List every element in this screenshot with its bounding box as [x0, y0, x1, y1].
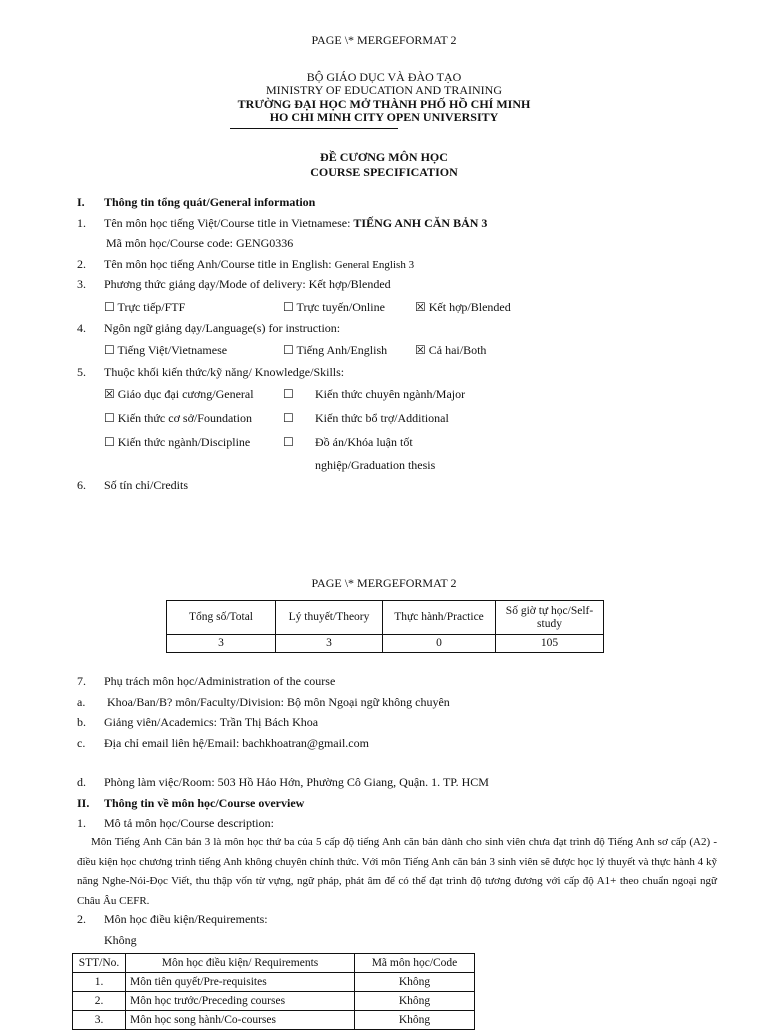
item-4-num: 4. — [77, 321, 86, 335]
knowledge-additional-label: Kiến thức bổ trợ/Additional — [315, 411, 449, 425]
lang-vietnamese-checkbox[interactable]: ☐ Tiếng Việt/Vietnamese — [104, 343, 228, 357]
doc-title-en: COURSE SPECIFICATION — [310, 165, 458, 179]
item-2-num: 2. — [77, 257, 86, 271]
credits-table-header — [167, 601, 604, 635]
item-5-label: Thuộc khối kiến thức/kỹ năng/ Knowledge/Skills: — [104, 365, 345, 379]
section-2-title: Thông tin về môn học/Course overview — [104, 796, 305, 810]
page-header: PAGE \* MERGEFORMAT 2 — [311, 33, 457, 47]
table-row — [73, 1011, 475, 1030]
faculty-info: Khoa/Ban/B? môn/Faculty/Division: Bộ môn Ngoại ngữ không chuyên — [107, 695, 450, 709]
university-vn: TRƯỜNG ĐẠI HỌC MỞ THÀNH PHỐ HỒ CHÍ MINH — [237, 97, 531, 111]
knowledge-additional-checkbox[interactable]: ☐ — [283, 411, 294, 425]
req-row-no: 1. — [73, 973, 126, 992]
credits-header-theory: Lý thuyết/Theory — [276, 601, 383, 635]
ministry-en: MINISTRY OF EDUCATION AND TRAINING — [265, 83, 502, 97]
header-divider — [230, 128, 398, 129]
credits-theory: 3 — [276, 635, 383, 653]
section-1-title: Thông tin tổng quát/General information — [104, 195, 316, 209]
course-description: Môn Tiếng Anh Căn bản 3 là môn học thứ ba của 5 cấp độ tiếng Anh căn bản dành cho sinh viên chưa đạt trình độ Tiếng Anh sơ cấp (A2) - điều kiện học chương trình tiếng Anh không chuyên chính thức. Với môn Tiếng Anh căn bản 3 sinh viên sẽ được học lý thuyết và thực hành 4 kỹ năng Nghe-Nói-Đọc Viết, thu thập vốn từ vựng, ngữ pháp, phát âm để có thể đạt trình độ tương đương với cấp độ A1+ theo chuẩn ngoại ngữ Châu Âu CEFR. — [77, 836, 717, 907]
item-2-2-label: Môn học điều kiện/Requirements: — [104, 912, 268, 926]
section-2-num: II. — [77, 796, 90, 810]
requirements-table — [72, 953, 475, 1030]
credits-table — [166, 600, 604, 653]
delivery-ftf-checkbox[interactable]: ☐ Trực tiếp/FTF — [104, 300, 186, 314]
credits-table-row — [167, 635, 604, 653]
item-7b-num: b. — [77, 715, 86, 729]
delivery-online-checkbox[interactable]: ☐ Trực tuyến/Online — [283, 300, 385, 314]
knowledge-foundation-checkbox[interactable]: ☐ Kiến thức cơ sở/Foundation — [104, 411, 252, 425]
item-4-label: Ngôn ngữ giảng dạy/Language(s) for instruction: — [104, 321, 341, 335]
item-5-num: 5. — [77, 365, 86, 379]
item-6-num: 6. — [77, 478, 86, 492]
req-row-no: 3. — [73, 1011, 126, 1030]
knowledge-thesis-label-2: nghiệp/Graduation thesis — [315, 458, 436, 472]
table-row — [73, 973, 475, 992]
item-2-1-num: 1. — [77, 816, 86, 830]
credits-total: 3 — [167, 635, 276, 653]
item-7-num: 7. — [77, 674, 86, 688]
req-header-name: Môn học điều kiện/ Requirements — [126, 954, 355, 973]
req-header-no: STT/No. — [73, 954, 126, 973]
credits-header-selfstudy: Số giờ tự học/Self-study — [496, 601, 604, 635]
credits-practice: 0 — [383, 635, 496, 653]
req-row-name: Môn học trước/Preceding courses — [126, 992, 355, 1011]
knowledge-thesis-label: Đồ án/Khóa luận tốt — [315, 435, 413, 449]
credits-header-practice: Thực hành/Practice — [383, 601, 496, 635]
doc-title-vn: ĐỀ CƯƠNG MÔN HỌC — [320, 150, 448, 164]
item-7d-num: d. — [77, 775, 86, 789]
course-title-vn: TIẾNG ANH CĂN BẢN 3 — [353, 216, 488, 230]
item-3-label: Phương thức giảng dạy/Mode of delivery: Kết hợp/Blended — [104, 277, 391, 291]
item-2-1-label: Mô tả môn học/Course description: — [104, 816, 274, 830]
req-row-code: Không — [355, 973, 475, 992]
item-3-num: 3. — [77, 277, 86, 291]
item-2 — [104, 257, 414, 272]
credits-header-total: Tổng số/Total — [167, 601, 276, 635]
item-1-label: Tên môn học tiếng Việt/Course title in Vietnamese: — [104, 216, 351, 230]
section-1-num: I. — [77, 195, 85, 209]
item-2-label: Tên môn học tiếng Anh/Course title in English: — [104, 257, 332, 271]
item-7-label: Phụ trách môn học/Administration of the course — [104, 674, 336, 688]
knowledge-thesis-checkbox[interactable]: ☐ — [283, 435, 294, 449]
credits-selfstudy: 105 — [496, 635, 604, 653]
item-1-num: 1. — [77, 216, 86, 230]
ministry-vn: BỘ GIÁO DỤC VÀ ĐÀO TẠO — [306, 70, 462, 84]
item-6-label: Số tín chỉ/Credits — [104, 478, 188, 492]
knowledge-major-checkbox[interactable]: ☐ — [283, 387, 294, 401]
lang-english-checkbox[interactable]: ☐ Tiếng Anh/English — [283, 343, 388, 357]
academic-info: Giảng viên/Academics: Trần Thị Bách Khoa — [104, 715, 319, 729]
lang-both-checkbox[interactable]: ☒ Cả hai/Both — [415, 343, 487, 357]
req-row-name: Môn học song hành/Co-courses — [126, 1011, 355, 1030]
req-row-name: Môn tiên quyết/Pre-requisites — [126, 973, 355, 992]
delivery-blended-checkbox[interactable]: ☒ Kết hợp/Blended — [415, 300, 511, 314]
email-info: Địa chỉ email liên hệ/Email: bachkhoatran@gmail.com — [104, 736, 369, 750]
item-7c-num: c. — [77, 736, 86, 750]
item-2-2-num: 2. — [77, 912, 86, 926]
item-7a-num: a. — [77, 695, 86, 709]
course-code: Mã môn học/Course code: GENG0336 — [106, 236, 294, 250]
room-info: Phòng làm việc/Room: 503 Hồ Hảo Hớn, Phường Cô Giang, Quận. 1. TP. HCM — [104, 775, 489, 789]
requirements-table-header — [73, 954, 475, 973]
req-row-no: 2. — [73, 992, 126, 1011]
course-title-en: General English 3 — [334, 259, 415, 271]
knowledge-discipline-checkbox[interactable]: ☐ Kiến thức ngành/Discipline — [104, 435, 251, 449]
item-1 — [104, 216, 487, 230]
table-row — [73, 992, 475, 1011]
req-header-code: Mã môn học/Code — [355, 954, 475, 973]
knowledge-major-label: Kiến thức chuyên ngành/Major — [315, 387, 466, 401]
req-row-code: Không — [355, 1011, 475, 1030]
req-row-code: Không — [355, 992, 475, 1011]
requirements-value: Không — [104, 933, 137, 947]
knowledge-general-checkbox[interactable]: ☒ Giáo dục đại cương/General — [104, 387, 254, 401]
university-en: HO CHI MINH CITY OPEN UNIVERSITY — [269, 110, 499, 124]
page-header-2: PAGE \* MERGEFORMAT 2 — [311, 576, 457, 590]
